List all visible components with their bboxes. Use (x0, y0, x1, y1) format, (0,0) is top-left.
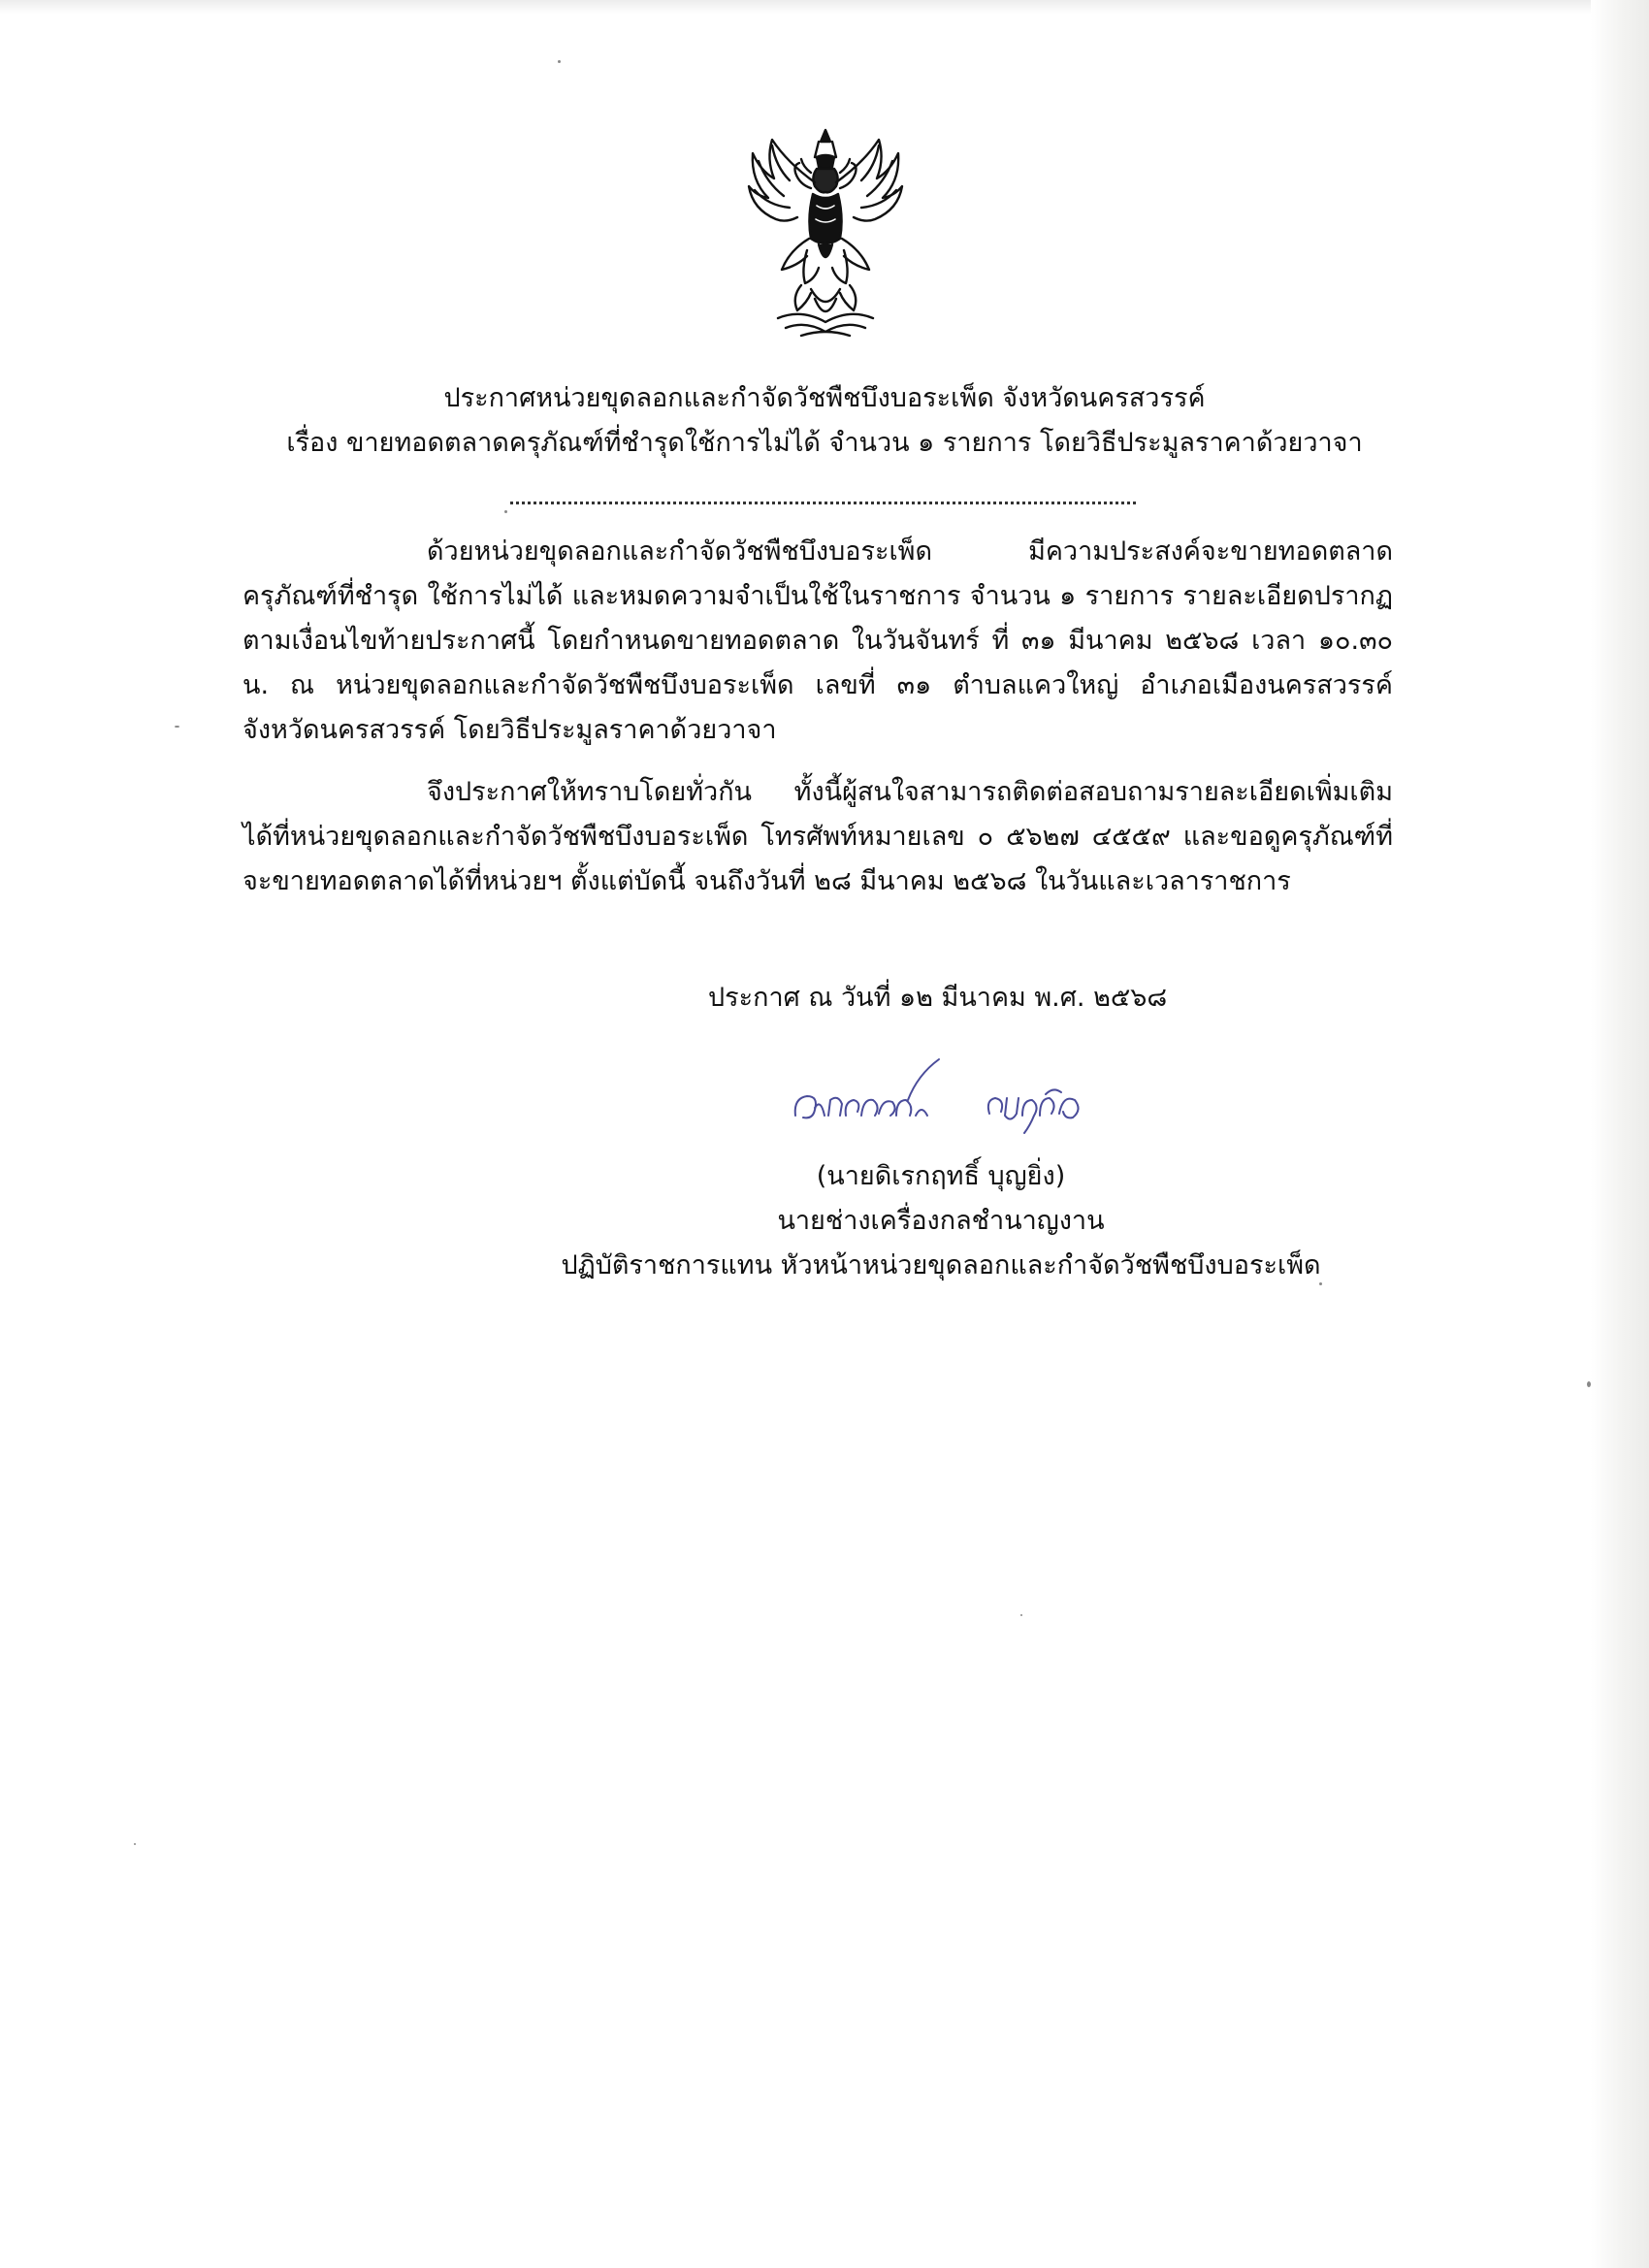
scan-edge-right (1591, 0, 1649, 2268)
announcement-body (242, 530, 1393, 922)
signatory-position: นายช่างเครื่องกลชำนาญงาน (777, 1206, 1105, 1236)
scan-speck (134, 1843, 136, 1845)
announcement-date: ประกาศ ณ วันที่ ๑๒ มีนาคม พ.ศ. ๒๕๖๘ (708, 983, 1168, 1013)
scan-speck (1587, 1381, 1591, 1387)
scan-edge-top (0, 0, 1649, 14)
announcement-title: ประกาศหน่วยขุดลอกและกำจัดวัชพืชบึงบอระเพ็ด จังหวัดนครสวรรค์ (443, 383, 1206, 413)
handwritten-signature (786, 1055, 1096, 1143)
scan-speck (558, 60, 561, 63)
signatory-block (543, 1154, 1339, 1288)
garuda-emblem-icon (743, 124, 908, 341)
dotted-divider (510, 502, 1136, 504)
announcement-subject: เรื่อง ขายทอดตลาดครุภัณฑ์ที่ชำรุดใช้การไม่ได้ จำนวน ๑ รายการ โดยวิธีประมูลราคาด้วยวาจา (286, 428, 1363, 458)
scan-speck (504, 510, 507, 513)
signatory-acting-for: ปฏิบัติราชการแทน หัวหน้าหน่วยขุดลอกและกำจัดวัชพืชบึงบอระเพ็ด (561, 1250, 1321, 1280)
scan-speck (1319, 1282, 1322, 1285)
scan-speck (1020, 1614, 1022, 1616)
body-paragraph-1: ด้วยหน่วยขุดลอกและกำจัดวัชพืชบึงบอระเพ็ด มีความประสงค์จะขายทอดตลาดครุภัณฑ์ที่ชำรุด ใช้การไม่ได้ และหมดความจำเป็นใช้ในราชการ จำนวน ๑ รายการ รายละเอียดปรากฏตามเงื่อนไขท้ายประกาศนี้ โดยกำหนดขายทอดตลาด ในวันจันทร์ ที่ ๓๑ มีนาคม ๒๕๖๘ เวลา ๑๐.๓๐ น. ณ หน่วยขุดลอกและกำจัดวัชพืชบึงบอระเพ็ด เลขที่ ๓๑ ตำบลแควใหญ่ อำเภอเมืองนครสวรรค์ จังหวัดนครสวรรค์ โดยวิธีประมูลราคาด้วยวาจา (242, 536, 1393, 745)
scan-speck (175, 726, 179, 728)
body-paragraph-2: จึงประกาศให้ทราบโดยทั่วกัน ทั้งนี้ผู้สนใจสามารถติดต่อสอบถามรายละเอียดเพิ่มเติมได้ที่หน่วยขุดลอกและกำจัดวัชพืชบึงบอระเพ็ด โทรศัพท์หมายเลข ๐ ๕๖๒๗ ๔๕๕๙ และขอดูครุภัณฑ์ที่จะขายทอดตลาดได้ที่หน่วยฯ ตั้งแต่บัดนี้ จนถึงวันที่ ๒๘ มีนาคม ๒๕๖๘ ในวันและเวลาราชการ (242, 777, 1393, 896)
announcement-header (194, 376, 1455, 466)
signatory-name: (นายดิเรกฤทธิ์ บุญยิ่ง) (816, 1161, 1066, 1191)
